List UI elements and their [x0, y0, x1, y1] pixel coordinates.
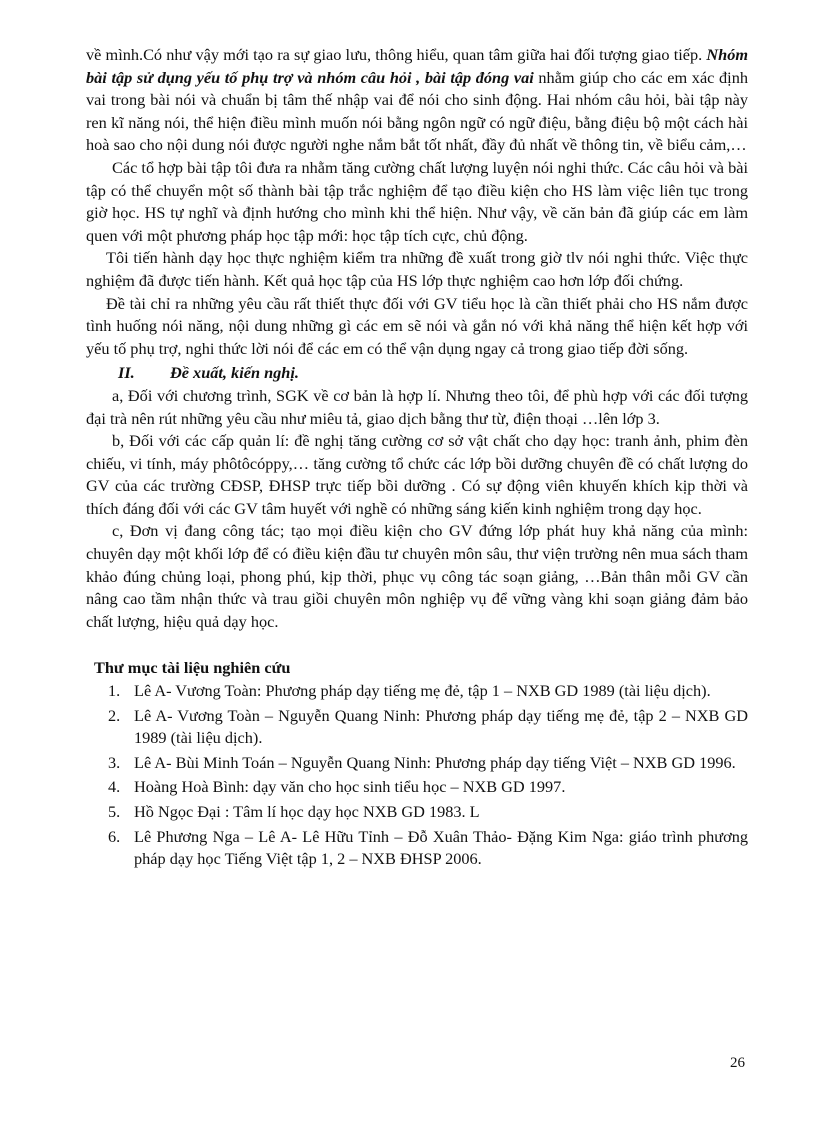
- section-heading: [86, 362, 748, 385]
- reference-number: 3.: [108, 752, 121, 772]
- reference-number: 4.: [108, 777, 121, 797]
- page-number: 26: [730, 1055, 745, 1071]
- reference-number: 2.: [108, 705, 121, 725]
- proposal-a: a, Đối với chương trình, SGK về cơ bản là hợp lí. Nhưng theo tôi, để phù hợp với các đối tượng đại trà nên rút những yêu cầu như miêu tả, giao dịch bằng thư từ, điện thoại …lên lớp 3.: [86, 385, 748, 428]
- section-title: Đề xuất, kiến nghị.: [170, 363, 299, 383]
- reference-number: 5.: [108, 802, 121, 821]
- reference-item: [86, 752, 748, 775]
- reference-item: [86, 801, 748, 824]
- spacer: [86, 633, 748, 651]
- paragraph-1-bold-phrase: Nhóm bài tập sử dụng yếu tố phụ trợ và nhóm câu hỏi , bài tập đóng vai: [86, 45, 748, 87]
- reference-number: 1.: [108, 681, 121, 701]
- paragraph-1-end: nhằm giúp cho các em xác định vai trong bài nói và chuẩn bị tâm thế nhập vai để nói cho sinh động. Hai nhóm câu hỏi, bài tập này ren kĩ năng nói, thể hiện điều mình muốn nói bằng ngôn ngữ có ngữ điệu, bằng điệu bộ một cách hài hoà sao cho nội dung nói được người nghe nắm bắt tốt nhất, đầy đủ nhất về thông tin, về biểu cảm,…: [86, 67, 748, 155]
- reference-text: Lê A- Vương Toàn – Nguyễn Quang Ninh: Phương pháp dạy tiếng mẹ đẻ, tập 2 – NXB GD 1989 (tài liệu dịch).: [134, 705, 748, 748]
- reference-text: Hoàng Hoà Bình: dạy văn cho học sinh tiểu học – NXB GD 1997.: [134, 777, 566, 797]
- references-list: [86, 680, 748, 871]
- proposal-c: c, Đơn vị đang công tác; tạo mọi điều kiện cho GV đứng lớp phát huy khả năng của mình: chuyên dạy một khối lớp để có điều kiện đầu tư chuyên môn sâu, thư viện trường nên mua sách tham khảo đúng chủng loại, phong phú, kịp thời, phục vụ công tác soạn giảng, …Bản thân mỗi GV cần nâng cao tầm nhận thức và trau giồi chuyên môn nghiệp vụ để vững vàng khi soạn giảng đảm bảo chất lượng, hiệu quả dạy học.: [86, 521, 748, 631]
- reference-item: [86, 826, 748, 871]
- proposal-b: b, Đối với các cấp quản lí: đề nghị tăng cường cơ sở vật chất cho dạy học: tranh ảnh, phim đèn chiếu, vi tính, máy phôtôcóppy,… tăng cường tổ chức các lớp bồi dưỡng chuyên đề có chất lượng do GV của các trường CĐSP, ĐHSP trực tiếp bồi dưỡng . Có sự động viên khuyến khích kịp thời và thích đáng đối với các GV tâm huyết với nghề có những sáng kiến kinh nghiệm trong dạy học.: [86, 431, 748, 518]
- reference-number: 6.: [108, 826, 121, 846]
- reference-text: Lê A- Bùi Minh Toán – Nguyễn Quang Ninh: Phương pháp dạy tiếng Việt – NXB GD 1996.: [134, 752, 736, 772]
- paragraph-3: Tôi tiến hành dạy học thực nghiệm kiểm tra những đề xuất trong giờ tlv nói nghi thức. Việc thực nghiệm đã được tiến hành. Kết quả học tập của HS lớp thực nghiệm cao hơn lớp đối chứng.: [86, 248, 748, 290]
- paragraph-2: Các tổ hợp bài tập tôi đưa ra nhằm tăng cường chất lượng luyện nói nghi thức. Các câu hỏi và bài tập có thể chuyển một số thành bài tập trắc nghiệm để tạo điều kiện cho HS làm việc liên tục trong giờ học. HS tự nghĩ và định hướng cho mình khi thể hiện. Như vậy, về căn bản đã giúp các em làm quen với một phương pháp học tập mới: học tập tích cực, chủ động.: [86, 157, 748, 245]
- document-page: [86, 44, 748, 873]
- reference-text: Lê A- Vương Toàn: Phương pháp dạy tiếng mẹ đẻ, tập 1 – NXB GD 1989 (tài liệu dịch).: [134, 681, 711, 701]
- reference-item: [86, 680, 748, 703]
- reference-text: Hồ Ngọc Đại : Tâm lí học dạy học NXB GD 1983. L: [134, 802, 480, 821]
- section-number: II.: [118, 363, 135, 383]
- references-title: Thư mục tài liệu nghiên cứu: [94, 658, 291, 678]
- reference-text: Lê Phương Nga – Lê A- Lê Hữu Tỉnh – Đỗ Xuân Thảo- Đặng Kim Nga: giáo trình phương pháp dạy học Tiếng Việt tập 1, 2 – NXB ĐHSP 2006.: [134, 826, 748, 869]
- paragraph-4: Đề tài chỉ ra những yêu cầu rất thiết thực đối với GV tiểu học là cần thiết phải cho HS nắm được tình huống nói năng, nội dung những gì các em sẽ nói và gắn nó với khả năng thể hiện kết hợp với yếu tố phụ trợ, nghi thức lời nói để các em có thể vận dụng ngay cả trong giao tiếp đời sống.: [86, 293, 748, 358]
- paragraph-1-start: về mình.Có như vậy mới tạo ra sự giao lưu, thông hiểu, quan tâm giữa hai đối tượng giao tiếp.: [86, 45, 707, 64]
- paragraph-1: [86, 44, 748, 157]
- reference-item: [86, 705, 748, 750]
- reference-item: [86, 776, 748, 799]
